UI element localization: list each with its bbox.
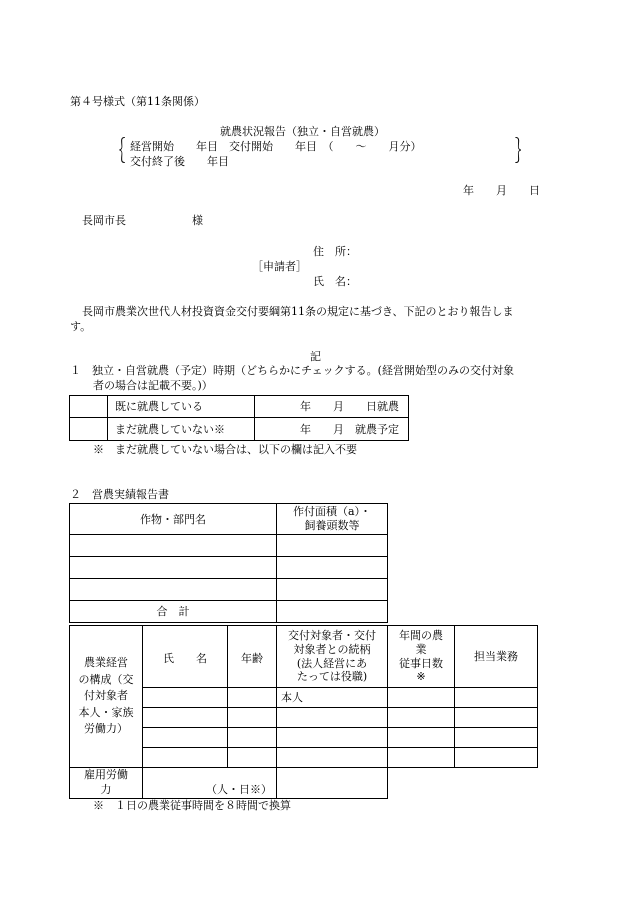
bracket-right: ｝ bbox=[515, 137, 530, 167]
crop-total-row bbox=[70, 601, 388, 623]
labor-name-cell[interactable] bbox=[143, 688, 228, 708]
section1-heading-line-1: １ 独立・自営就農（予定）時期（どちらかにチェックする。(経営開始型のみの交付対象 bbox=[70, 364, 514, 377]
timing-date-not-farming: 年 月 就農予定 bbox=[255, 418, 409, 441]
labor-age-cell[interactable] bbox=[228, 748, 277, 768]
crop-area-cell[interactable] bbox=[277, 557, 388, 579]
timing-checkbox-farming[interactable] bbox=[70, 396, 108, 418]
crop-row bbox=[70, 535, 388, 557]
labor-name-cell[interactable] bbox=[143, 748, 228, 768]
composition-label: 農業経営 の構成（交 付対象者 本人・家族 労働力） bbox=[70, 626, 143, 768]
address-label: 住 所： bbox=[313, 245, 357, 258]
labor-duties-cell[interactable] bbox=[455, 708, 538, 728]
labor-duties-cell[interactable] bbox=[455, 688, 538, 708]
form-number: 第４号様式（第11条関係） bbox=[70, 95, 205, 108]
relation-header: 交付対象者・交付 対象者との続柄 (法人経営にあ たっては役職) bbox=[277, 626, 388, 688]
labor-days-cell[interactable] bbox=[388, 728, 455, 748]
crop-name-cell[interactable] bbox=[70, 557, 277, 579]
labor-days-cell[interactable] bbox=[388, 688, 455, 708]
ki-heading: 記 bbox=[310, 350, 321, 363]
labor-days-cell[interactable] bbox=[388, 708, 455, 728]
crop-total-label: 合 計 bbox=[70, 601, 277, 623]
applicant-label: ［申請者］ bbox=[252, 260, 307, 273]
section1-heading-line-2: 者の場合は記載不要。)） bbox=[93, 379, 213, 392]
labor-relation-cell[interactable] bbox=[277, 748, 388, 768]
name-label: 氏 名： bbox=[313, 275, 357, 288]
name-header: 氏 名 bbox=[143, 626, 228, 688]
crop-name-cell[interactable] bbox=[70, 535, 277, 557]
crop-table bbox=[69, 503, 388, 623]
labor-relation-cell[interactable] bbox=[277, 708, 388, 728]
crop-header: 作物・部門名 bbox=[70, 504, 277, 535]
hired-labor-row bbox=[70, 768, 388, 799]
labor-age-cell[interactable] bbox=[228, 728, 277, 748]
labor-relation-self: 本人 bbox=[277, 688, 388, 708]
section1-note: ※ まだ就農していない場合は、以下の欄は記入不要 bbox=[93, 443, 357, 456]
area-header: 作付面積（a）・ 飼養頭数等 bbox=[277, 504, 388, 535]
timing-label-farming: 既に就農している bbox=[108, 396, 255, 418]
document-title: 就農状況報告（独立・自営就農） bbox=[220, 125, 385, 138]
timing-table bbox=[69, 395, 409, 441]
days-header: 年間の農 業 従事日数 ※ bbox=[388, 626, 455, 688]
section2-heading: ２ 営農実績報告書 bbox=[70, 488, 169, 501]
status-line-2: 交付終了後 年目 bbox=[130, 155, 229, 168]
labor-table bbox=[69, 625, 538, 768]
section2-note: ※ １日の農業従事時間を８時間で換算 bbox=[93, 799, 291, 812]
crop-row bbox=[70, 557, 388, 579]
bracket-left: ｛ bbox=[111, 137, 126, 167]
age-header: 年齢 bbox=[228, 626, 277, 688]
hired-labor-table bbox=[69, 767, 388, 799]
labor-relation-cell[interactable] bbox=[277, 728, 388, 748]
timing-row-not-farming bbox=[70, 418, 409, 441]
hired-labor-unit: （人・日※） bbox=[143, 768, 277, 799]
crop-row bbox=[70, 579, 388, 601]
labor-name-cell[interactable] bbox=[143, 708, 228, 728]
status-line-1: 経営開始 年目 交付開始 年目 （ ～ 月分） bbox=[130, 140, 422, 153]
intro-line-2: す。 bbox=[70, 320, 92, 333]
labor-duties-cell[interactable] bbox=[455, 728, 538, 748]
hired-labor-value-cell[interactable] bbox=[277, 768, 388, 799]
crop-name-cell[interactable] bbox=[70, 579, 277, 601]
crop-area-cell[interactable] bbox=[277, 579, 388, 601]
labor-age-cell[interactable] bbox=[228, 688, 277, 708]
timing-checkbox-not-farming[interactable] bbox=[70, 418, 108, 441]
report-date: 年 月 日 bbox=[463, 184, 540, 197]
labor-days-cell[interactable] bbox=[388, 748, 455, 768]
timing-label-not-farming: まだ就農していない※ bbox=[108, 418, 255, 441]
crop-area-cell[interactable] bbox=[277, 535, 388, 557]
crop-header-row bbox=[70, 504, 388, 535]
duties-header: 担当業務 bbox=[455, 626, 538, 688]
hired-labor-label: 雇用労働 力 bbox=[70, 768, 143, 799]
addressee: 長岡市長 様 bbox=[82, 214, 203, 227]
timing-row-farming bbox=[70, 396, 409, 418]
labor-header-row bbox=[70, 626, 538, 688]
labor-duties-cell[interactable] bbox=[455, 748, 538, 768]
timing-date-farming: 年 月 日就農 bbox=[255, 396, 409, 418]
labor-name-cell[interactable] bbox=[143, 728, 228, 748]
crop-total-cell[interactable] bbox=[277, 601, 388, 623]
labor-age-cell[interactable] bbox=[228, 708, 277, 728]
intro-line-1: 長岡市農業次世代人材投資資金交付要綱第11条の規定に基づき、下記のとおり報告しま bbox=[82, 305, 514, 318]
